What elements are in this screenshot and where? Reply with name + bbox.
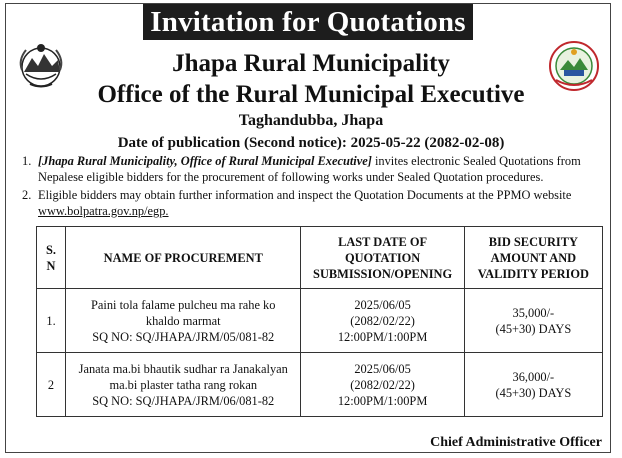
notice-points	[22, 154, 607, 222]
notice-point-2	[22, 188, 607, 219]
point-number: 2.	[22, 188, 32, 202]
table-header-row	[37, 227, 603, 289]
header-procurement-name: NAME OF PROCUREMENT	[66, 227, 301, 289]
header-last-date: LAST DATE OF QUOTATION SUBMISSION/OPENING	[301, 227, 464, 289]
signatory-title: Chief Administrative Officer	[430, 435, 602, 450]
office-name: Office of the Rural Municipal Executive	[97, 81, 525, 108]
cell-procurement-name: Janata ma.bi bhautik sudhar ra Janakalyan ma.bi plaster tatha rang rokan SQ NO: SQ/JHAPA/JRM/06/081-82	[66, 353, 301, 417]
point-number: 1.	[22, 154, 32, 168]
cell-last-date: 2025/06/05 (2082/02/22) 12:00PM/1:00PM	[301, 289, 464, 353]
point-lead-text: [Jhapa Rural Municipality, Office of Rural Municipal Executive]	[38, 154, 372, 168]
cell-bid-security: 36,000/- (45+30) DAYS	[464, 353, 602, 417]
office-location: Taghandubba, Jhapa	[238, 112, 384, 129]
header-serial-number: S. N	[37, 227, 66, 289]
cell-bid-security: 35,000/- (45+30) DAYS	[464, 289, 602, 353]
cell-serial-number: 1.	[37, 289, 66, 353]
municipality-name: Jhapa Rural Municipality	[172, 50, 450, 77]
table-row	[37, 289, 603, 353]
ppmo-website-link[interactable]: www.bolpatra.gov.np/egp.	[38, 203, 169, 218]
point-body-text: invites electronic Sealed Quotations from Nepalese eligible bidders for the procurement of following works under Sealed Quotation procedures.	[38, 154, 581, 184]
cell-procurement-name: Paini tola falame pulcheu ma rahe ko khaldo marmat SQ NO: SQ/JHAPA/JRM/05/081-82	[66, 289, 301, 353]
procurement-table	[36, 226, 603, 417]
header-bid-security: BID SECURITY AMOUNT AND VALIDITY PERIOD	[464, 227, 602, 289]
cell-last-date: 2025/06/05 (2082/02/22) 12:00PM/1:00PM	[301, 353, 464, 417]
notice-point-1	[22, 154, 607, 185]
publication-date: Date of publication (Second notice): 2025-05-22 (2082-02-08)	[117, 135, 505, 151]
point-body-text: Eligible bidders may obtain further information and inspect the Quotation Documents at the PPMO website	[38, 188, 572, 202]
cell-serial-number: 2	[37, 353, 66, 417]
table-row	[37, 353, 603, 417]
notice-title-banner: Invitation for Quotations	[143, 4, 473, 40]
